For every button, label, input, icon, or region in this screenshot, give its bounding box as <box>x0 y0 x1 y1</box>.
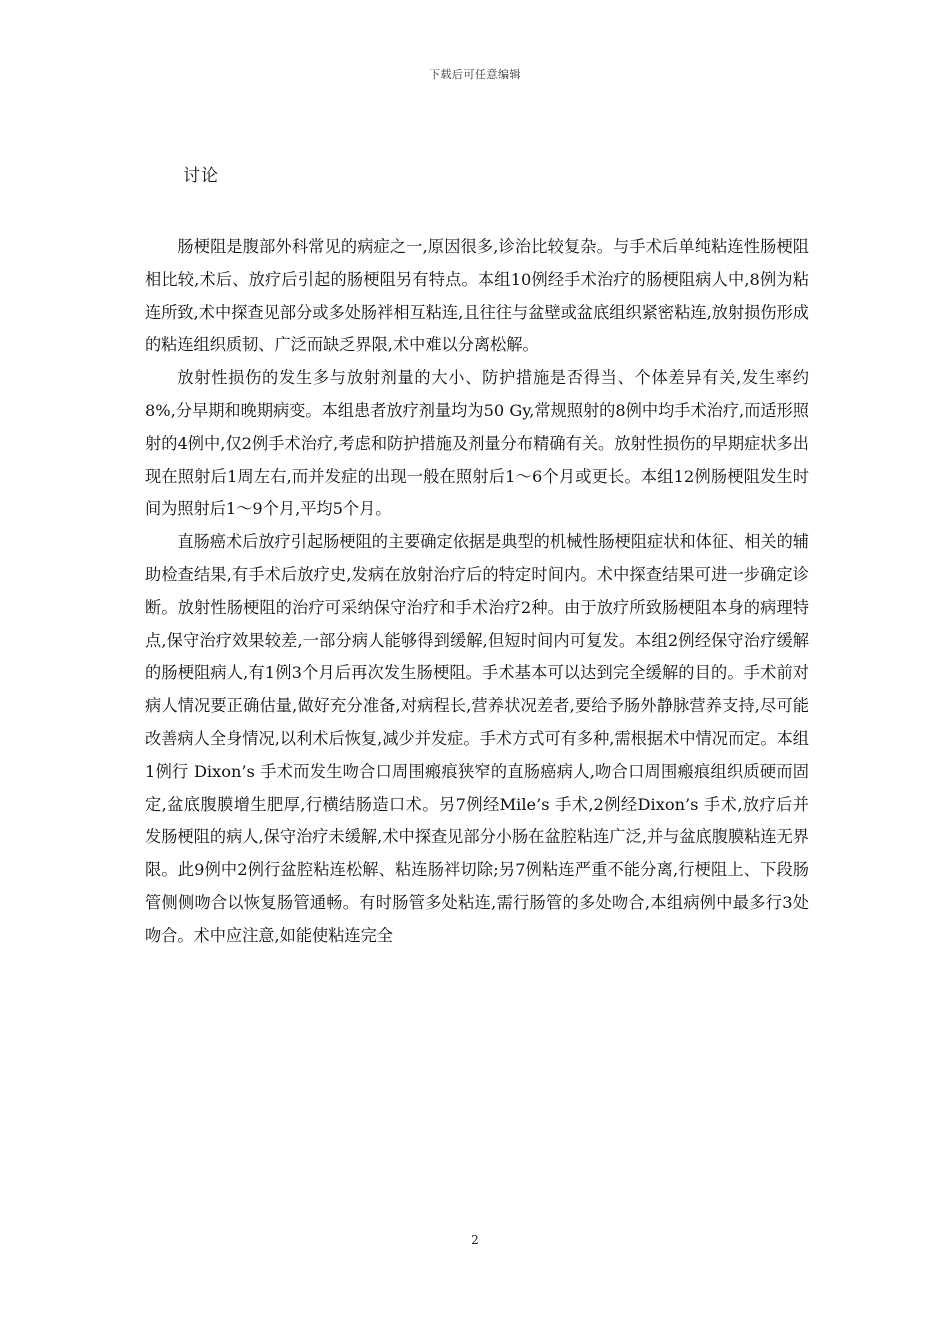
page-number: 2 <box>471 1233 479 1247</box>
paragraph-2: 放射性损伤的发生多与放射剂量的大小、防护措施是否得当、个体差异有关,发生率约8%,分早期和晚期病变。本组患者放疗剂量均为50 Gy,常规照射的8例中均手术治疗,而适形照射的4例中,仅2例手术治疗,考虑和防护措施及剂量分布精确有关。放射性损伤的早期症状多出现在照射后1周左右,而并发症的出现一般在照射后1～6个月或更长。本组12例肠梗阻发生时间为照射后1～9个月,平均5个月。 <box>145 368 809 519</box>
page-header: 下载后可任意编辑 <box>429 68 521 81</box>
body-text <box>145 231 809 953</box>
paragraph-3: 直肠癌术后放疗引起肠梗阻的主要确定依据是典型的机械性肠梗阻症状和体征、相关的辅助检查结果,有手术后放疗史,发病在放射治疗后的特定时间内。术中探查结果可进一步确定诊断。放射性肠梗阻的治疗可采纳保守治疗和手术治疗2种。由于放疗所致肠梗阻本身的病理特点,保守治疗效果较差,一部分病人能够得到缓解,但短时间内可复发。本组2例经保守治疗缓解的肠梗阻病人,有1例3个月后再次发生肠梗阻。手术基本可以达到完全缓解的目的。手术前对病人情况要正确估量,做好充分准备,对病程长,营养状况差者,要给予肠外静脉营养支持,尽可能改善病人全身情况,以利术后恢复,减少并发症。手术方式可有多种,需根据术中情况而定。本组1例行 Dixon’s 手术而发生吻合口周围瘢痕狭窄的直肠癌病人,吻合口周围瘢痕组织质硬而固定,盆底腹膜增生肥厚,行横结肠造口术。另7例经Mile’s 手术,2例经Dixon’s 手术,放疗后并发肠梗阻的病人,保守治疗未缓解,术中探查见部分小肠在盆腔粘连广泛,并与盆底腹膜粘连无界限。此9例中2例行盆腔粘连松解、粘连肠袢切除;另7例粘连严重不能分离,行梗阻上、下段肠管侧侧吻合以恢复肠管通畅。有时肠管多处粘连,需行肠管的多处吻合,本组病例中最多行3处吻合。术中应注意,如能使粘连完全 <box>145 532 809 945</box>
paragraph-1: 肠梗阻是腹部外科常见的病症之一,原因很多,诊治比较复杂。与手术后单纯粘连性肠梗阻相比较,术后、放疗后引起的肠梗阻另有特点。本组10例经手术治疗的肠梗阻病人中,8例为粘连所致,术中探查见部分或多处肠袢相互粘连,且往往与盆壁或盆底组织紧密粘连,放射损伤形成的粘连组织质韧、广泛而缺乏界限,术中难以分离松解。 <box>145 237 809 355</box>
section-title: 讨论 <box>183 166 219 186</box>
